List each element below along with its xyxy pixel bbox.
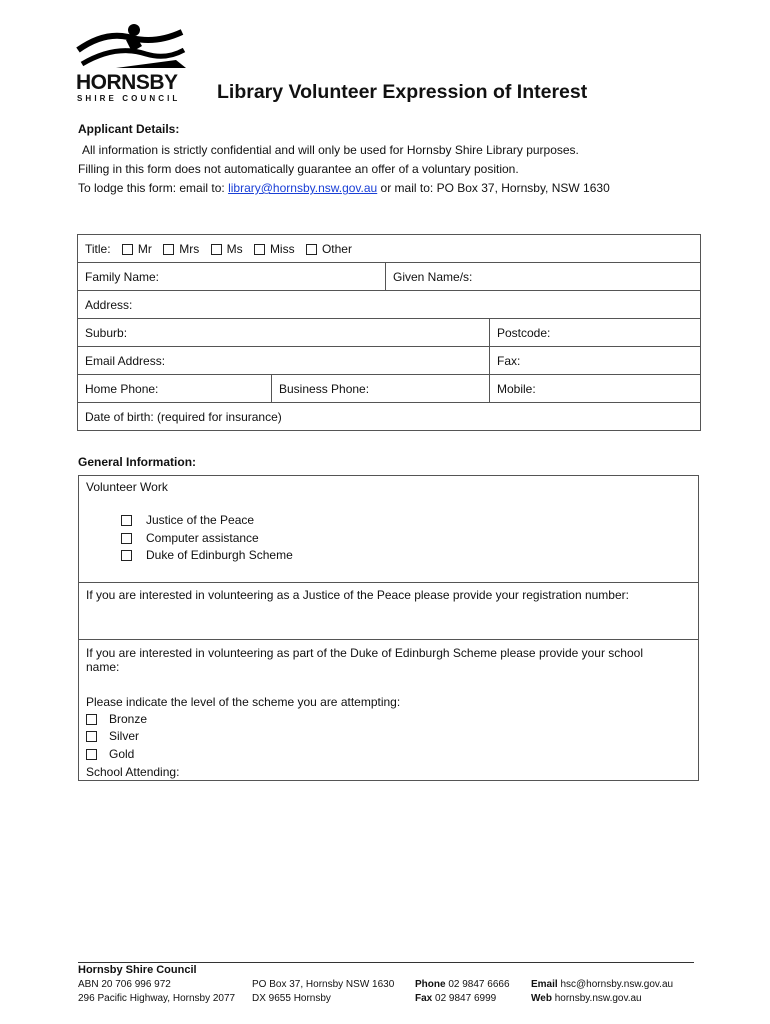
- footer-fax-label: Fax: [415, 993, 433, 1004]
- postcode-field[interactable]: Postcode:: [490, 319, 701, 347]
- footer-phone: [415, 979, 510, 990]
- footer-phone-label: Phone: [415, 979, 446, 990]
- footer-po-box: PO Box 37, Hornsby NSW 1630: [252, 979, 395, 990]
- council-logo-emblem-icon: [76, 20, 188, 72]
- footer-web-address[interactable]: hornsby.nsw.gov.au: [554, 993, 642, 1004]
- footer-phone-number: 02 9847 6666: [448, 979, 510, 990]
- title-option-mrs[interactable]: Mrs: [163, 242, 199, 256]
- divider: [79, 639, 698, 640]
- lodge-suffix: or mail to: PO Box 37, Hornsby, NSW 1630: [377, 181, 610, 195]
- scheme-level-question: Please indicate the level of the scheme you are attempting:: [86, 695, 401, 709]
- jp-registration-answer-area[interactable]: [79, 606, 698, 637]
- checkbox[interactable]: [306, 244, 317, 255]
- title-option-ms[interactable]: Ms: [211, 242, 243, 256]
- school-attending-field[interactable]: School Attending:: [86, 765, 180, 779]
- no-guarantee-note: Filling in this form does not automatically guarantee an offer of a voluntary position.: [78, 162, 519, 176]
- footer-street-address: 296 Pacific Highway, Hornsby 2077: [78, 993, 236, 1004]
- footer-org-name: Hornsby Shire Council: [78, 964, 197, 976]
- footer-email: [531, 979, 673, 990]
- mobile-field[interactable]: Mobile:: [490, 375, 701, 403]
- volunteer-work-label: Volunteer Work: [86, 480, 168, 494]
- logo-wordmark: HORNSBY: [76, 71, 178, 94]
- lodge-prefix: To lodge this form: email to:: [78, 181, 229, 195]
- option-justice-of-the-peace[interactable]: Justice of the Peace: [121, 513, 254, 527]
- title-option-other[interactable]: Other: [306, 242, 352, 256]
- checkbox[interactable]: [86, 714, 97, 725]
- checkbox[interactable]: [121, 533, 132, 544]
- checkbox[interactable]: [254, 244, 265, 255]
- confidentiality-note: All information is strictly confidential and will only be used for Hornsby Shire Library purposes.: [82, 143, 579, 157]
- checkbox[interactable]: [211, 244, 222, 255]
- checkbox[interactable]: [122, 244, 133, 255]
- title-label: Title:: [85, 241, 111, 256]
- email-address-field[interactable]: Email Address:: [78, 347, 490, 375]
- doe-school-question-line2: name:: [86, 660, 120, 674]
- footer-divider: [78, 962, 694, 963]
- general-information-box: [78, 475, 699, 781]
- council-logo: [76, 20, 188, 104]
- checkbox[interactable]: [163, 244, 174, 255]
- date-of-birth-field[interactable]: Date of birth: (required for insurance): [78, 403, 701, 431]
- option-duke-of-edinburgh[interactable]: Duke of Edinburgh Scheme: [121, 548, 293, 562]
- checkbox[interactable]: [121, 550, 132, 561]
- footer-abn: ABN 20 706 996 972: [78, 979, 171, 990]
- applicant-details-table: [77, 234, 701, 431]
- suburb-field[interactable]: Suburb:: [78, 319, 490, 347]
- logo-subtitle: SHIRE COUNCIL: [77, 94, 181, 103]
- lodge-instructions: [78, 181, 610, 195]
- divider: [79, 582, 698, 583]
- fax-field[interactable]: Fax:: [490, 347, 701, 375]
- footer-fax-number: 02 9847 6999: [435, 993, 497, 1004]
- given-names-field[interactable]: Given Name/s:: [386, 263, 701, 291]
- library-email-link[interactable]: library@hornsby.nsw.gov.au: [228, 181, 378, 195]
- footer-dx: DX 9655 Hornsby: [252, 993, 331, 1004]
- footer-email-label: Email: [531, 979, 558, 990]
- level-option-gold[interactable]: Gold: [86, 747, 134, 761]
- business-phone-field[interactable]: Business Phone:: [272, 375, 490, 403]
- family-name-field[interactable]: Family Name:: [78, 263, 386, 291]
- title-option-mr[interactable]: Mr: [122, 242, 152, 256]
- level-option-bronze[interactable]: Bronze: [86, 712, 147, 726]
- footer-email-address[interactable]: hsc@hornsby.nsw.gov.au: [560, 979, 674, 990]
- checkbox[interactable]: [86, 731, 97, 742]
- footer-fax: [415, 993, 496, 1004]
- page-title: Library Volunteer Expression of Interest: [217, 81, 588, 103]
- title-option-miss[interactable]: Miss: [254, 242, 295, 256]
- level-option-silver[interactable]: Silver: [86, 729, 139, 743]
- address-field[interactable]: Address:: [78, 291, 701, 319]
- doe-school-question-line1: If you are interested in volunteering as part of the Duke of Edinburgh Scheme please provide your school: [86, 646, 643, 660]
- general-information-heading: General Information:: [78, 455, 197, 469]
- home-phone-field[interactable]: Home Phone:: [78, 375, 272, 403]
- footer-web-label: Web: [531, 993, 552, 1004]
- checkbox[interactable]: [121, 515, 132, 526]
- option-computer-assistance[interactable]: Computer assistance: [121, 531, 259, 545]
- jp-registration-question: If you are interested in volunteering as a Justice of the Peace please provide your registration number:: [86, 588, 629, 602]
- checkbox[interactable]: [86, 749, 97, 760]
- applicant-details-heading: Applicant Details:: [78, 122, 180, 136]
- footer-web: [531, 993, 642, 1004]
- title-row: [78, 235, 701, 263]
